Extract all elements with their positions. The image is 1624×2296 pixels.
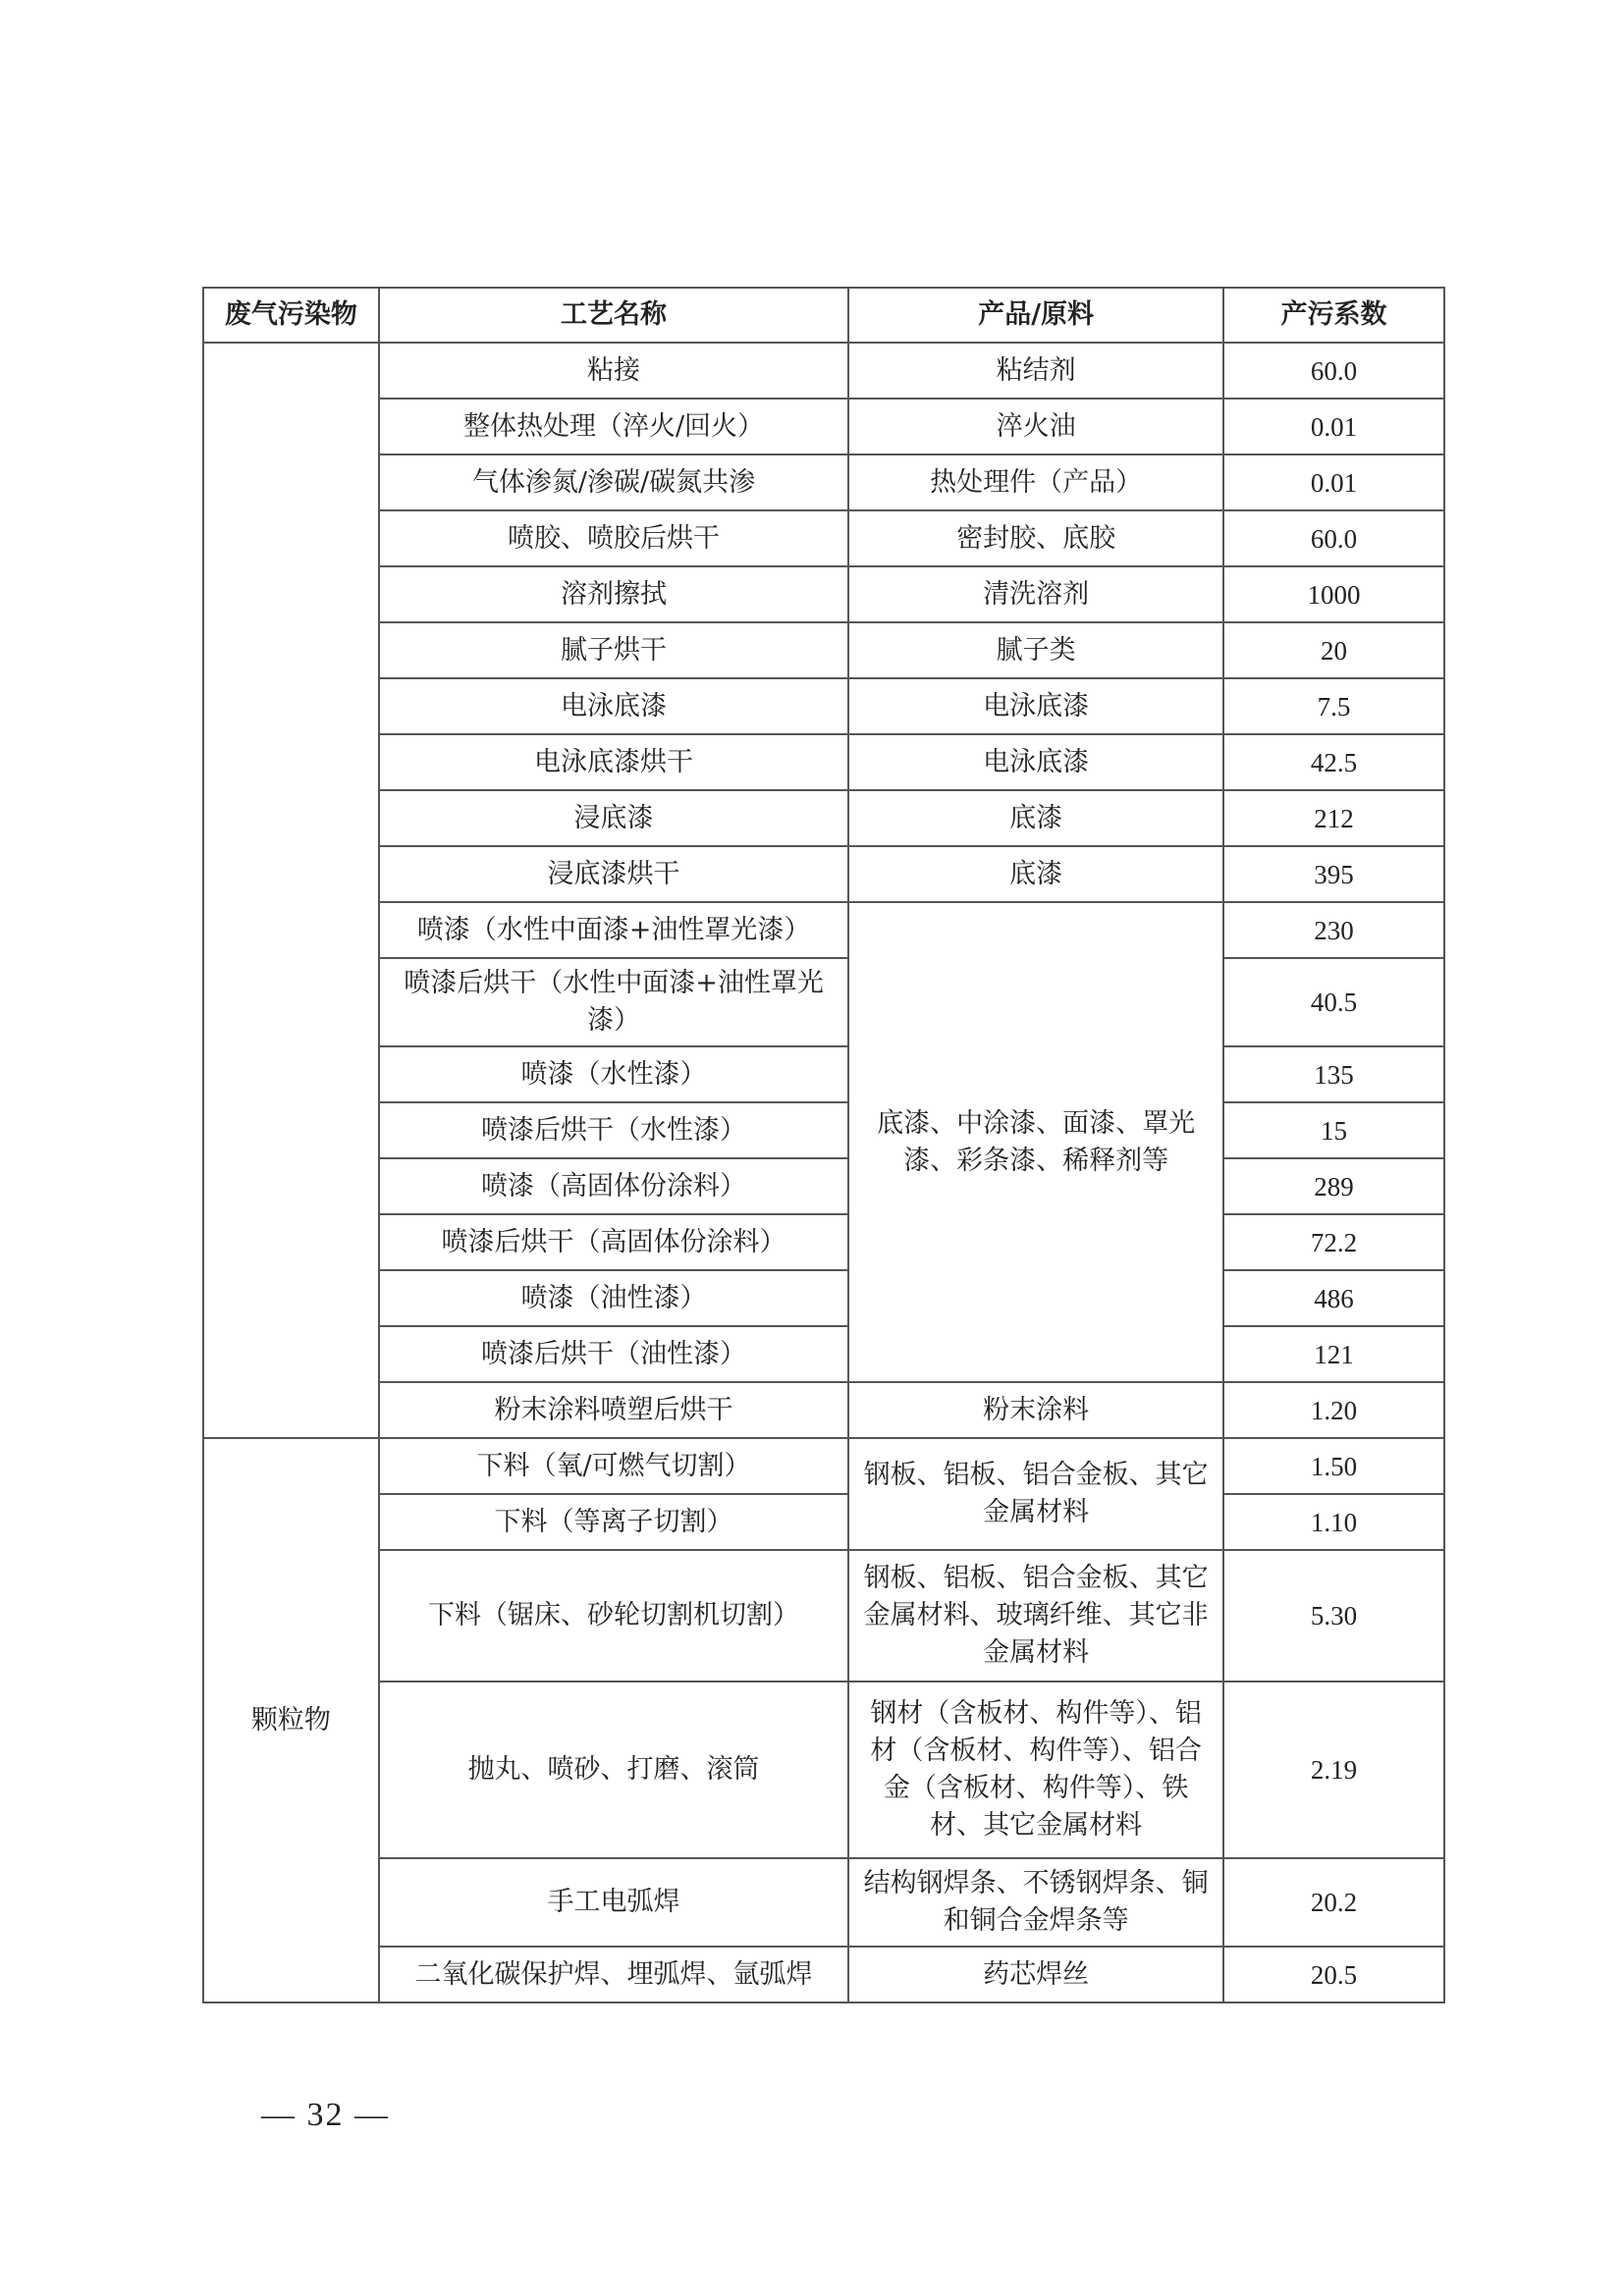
process-cell: 喷漆（水性中面漆+油性罩光漆）	[379, 902, 849, 958]
emission-coefficient-table	[202, 287, 1445, 2003]
material-cell: 腻子类	[848, 622, 1223, 678]
table-row	[203, 454, 1444, 510]
table-row	[203, 846, 1444, 902]
material-cell: 热处理件（产品）	[848, 454, 1223, 510]
material-cell: 淬火油	[848, 399, 1223, 454]
table-row	[203, 1046, 1444, 1102]
process-cell: 粘接	[379, 343, 849, 399]
table-row	[203, 510, 1444, 566]
table-row	[203, 1550, 1444, 1682]
material-cell: 密封胶、底胶	[848, 510, 1223, 566]
process-cell: 浸底漆烘干	[379, 846, 849, 902]
material-cell: 钢板、铝板、铝合金板、其它金属材料	[848, 1438, 1223, 1550]
table-row	[203, 1858, 1444, 1947]
coefficient-cell: 1.10	[1223, 1494, 1444, 1550]
header-coefficient: 产污系数	[1223, 288, 1444, 343]
coefficient-cell: 212	[1223, 790, 1444, 846]
coefficient-cell: 486	[1223, 1270, 1444, 1326]
coefficient-cell: 7.5	[1223, 678, 1444, 734]
process-cell: 喷漆后烘干（水性中面漆+油性罩光漆）	[379, 958, 849, 1046]
material-cell: 钢板、铝板、铝合金板、其它金属材料、玻璃纤维、其它非金属材料	[848, 1550, 1223, 1682]
process-cell: 手工电弧焊	[379, 1858, 849, 1947]
table-row	[203, 1947, 1444, 2002]
coefficient-cell: 289	[1223, 1158, 1444, 1214]
coefficient-cell: 20	[1223, 622, 1444, 678]
process-cell: 腻子烘干	[379, 622, 849, 678]
material-cell: 粉末涂料	[848, 1382, 1223, 1438]
material-cell: 电泳底漆	[848, 734, 1223, 790]
table-row	[203, 566, 1444, 622]
coefficient-cell: 0.01	[1223, 399, 1444, 454]
process-cell: 下料（锯床、砂轮切割机切割）	[379, 1550, 849, 1682]
coefficient-cell: 20.5	[1223, 1947, 1444, 2002]
coefficient-cell: 15	[1223, 1102, 1444, 1158]
table-row	[203, 1214, 1444, 1270]
material-cell: 底漆、中涂漆、面漆、罩光漆、彩条漆、稀释剂等	[848, 902, 1223, 1382]
coefficient-cell: 135	[1223, 1046, 1444, 1102]
process-cell: 溶剂擦拭	[379, 566, 849, 622]
coefficient-cell: 5.30	[1223, 1550, 1444, 1682]
material-cell: 电泳底漆	[848, 678, 1223, 734]
coefficient-cell: 121	[1223, 1326, 1444, 1382]
process-cell: 电泳底漆	[379, 678, 849, 734]
table-row	[203, 1326, 1444, 1382]
coefficient-cell: 60.0	[1223, 343, 1444, 399]
table-row	[203, 1382, 1444, 1438]
header-pollutant: 废气污染物	[203, 288, 379, 343]
table-row	[203, 790, 1444, 846]
coefficient-cell: 395	[1223, 846, 1444, 902]
table-row	[203, 1270, 1444, 1326]
material-cell: 清洗溶剂	[848, 566, 1223, 622]
table-header-row	[203, 288, 1444, 343]
process-cell: 下料（等离子切割）	[379, 1494, 849, 1550]
coefficient-cell: 40.5	[1223, 958, 1444, 1046]
table-row	[203, 678, 1444, 734]
table-row	[203, 1494, 1444, 1550]
process-cell: 喷漆后烘干（水性漆）	[379, 1102, 849, 1158]
table-row	[203, 1158, 1444, 1214]
process-cell: 抛丸、喷砂、打磨、滚筒	[379, 1682, 849, 1858]
process-cell: 喷漆后烘干（高固体份涂料）	[379, 1214, 849, 1270]
material-cell: 底漆	[848, 846, 1223, 902]
process-cell: 气体渗氮/渗碳/碳氮共渗	[379, 454, 849, 510]
table-row	[203, 734, 1444, 790]
table-row	[203, 1438, 1444, 1494]
process-cell: 二氧化碳保护焊、埋弧焊、氩弧焊	[379, 1947, 849, 2002]
process-cell: 浸底漆	[379, 790, 849, 846]
process-cell: 喷漆（水性漆）	[379, 1046, 849, 1102]
process-cell: 下料（氧/可燃气切割）	[379, 1438, 849, 1494]
coefficient-cell: 0.01	[1223, 454, 1444, 510]
material-cell: 粘结剂	[848, 343, 1223, 399]
table-row	[203, 1682, 1444, 1858]
coefficient-cell: 60.0	[1223, 510, 1444, 566]
header-material: 产品/原料	[848, 288, 1223, 343]
coefficient-cell: 2.19	[1223, 1682, 1444, 1858]
coefficient-cell: 1.50	[1223, 1438, 1444, 1494]
process-cell: 喷胶、喷胶后烘干	[379, 510, 849, 566]
material-cell: 底漆	[848, 790, 1223, 846]
header-process: 工艺名称	[379, 288, 849, 343]
material-cell: 钢材（含板材、构件等）、铝材（含板材、构件等）、铝合金（含板材、构件等）、铁材、其它金属材料	[848, 1682, 1223, 1858]
process-cell: 粉末涂料喷塑后烘干	[379, 1382, 849, 1438]
process-cell: 喷漆（高固体份涂料）	[379, 1158, 849, 1214]
pollutant-cell-particulate: 颗粒物	[203, 1438, 379, 2002]
table-row	[203, 902, 1444, 958]
coefficient-cell: 20.2	[1223, 1858, 1444, 1947]
table-row	[203, 958, 1444, 1046]
page-number: — 32 —	[261, 2097, 390, 2133]
material-cell: 结构钢焊条、不锈钢焊条、铜和铜合金焊条等	[848, 1858, 1223, 1947]
coefficient-cell: 230	[1223, 902, 1444, 958]
table-row	[203, 622, 1444, 678]
table-row	[203, 1102, 1444, 1158]
coefficient-cell: 1000	[1223, 566, 1444, 622]
coefficient-cell: 1.20	[1223, 1382, 1444, 1438]
coefficient-cell: 42.5	[1223, 734, 1444, 790]
coefficient-cell: 72.2	[1223, 1214, 1444, 1270]
process-cell: 喷漆（油性漆）	[379, 1270, 849, 1326]
table-row	[203, 343, 1444, 399]
process-cell: 电泳底漆烘干	[379, 734, 849, 790]
process-cell: 喷漆后烘干（油性漆）	[379, 1326, 849, 1382]
material-cell: 药芯焊丝	[848, 1947, 1223, 2002]
table-row	[203, 399, 1444, 454]
process-cell: 整体热处理（淬火/回火）	[379, 399, 849, 454]
pollutant-cell	[203, 343, 379, 1438]
